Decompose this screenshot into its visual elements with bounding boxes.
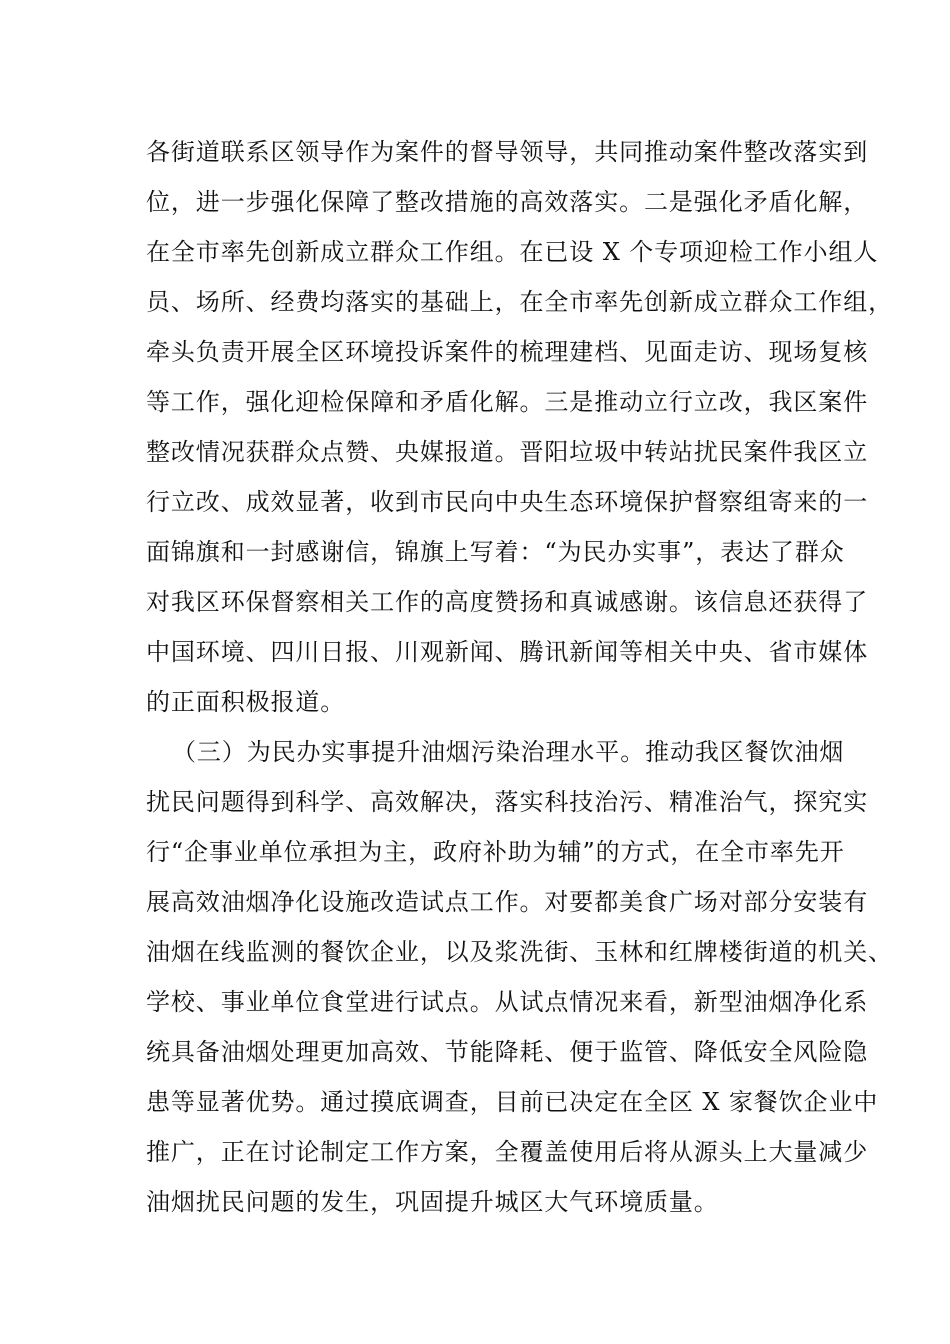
text-line: 展高效油烟净化设施改造试点工作。对要都美食广场对部分安装有 bbox=[146, 888, 869, 916]
text-line: 各街道联系区领导作为案件的督导领导，共同推动案件整改落实到 bbox=[146, 138, 869, 166]
text-line: 扰民问题得到科学、高效解决，落实科技治污、精准治气，探究实 bbox=[146, 788, 869, 816]
text-line: 油烟在线监测的餐饮企业，以及浆洗街、玉林和红牌楼街道的机关、 bbox=[146, 938, 893, 966]
text-line: 油烟扰民问题的发生，巩固提升城区大气环境质量。 bbox=[146, 1188, 719, 1216]
text-line: 学校、事业单位食堂进行试点。从试点情况来看，新型油烟净化系 bbox=[146, 988, 869, 1016]
text-line: 行“企事业单位承担为主，政府补助为辅”的方式，在全市率先开 bbox=[146, 838, 845, 866]
text-line: 患等显著优势。通过摸底调查，目前已决定在全区 X 家餐饮企业中 bbox=[146, 1088, 879, 1116]
text-line: 推广，正在讨论制定工作方案，全覆盖使用后将从源头上大量减少 bbox=[146, 1138, 869, 1166]
section-heading-line: （三）为民办实事提升油烟污染治理水平。推动我区餐饮油烟 bbox=[172, 738, 845, 766]
text-line: 的正面积极报道。 bbox=[146, 688, 346, 716]
text-line: 在全市率先创新成立群众工作组。在已设 X 个专项迎检工作小组人 bbox=[146, 238, 879, 266]
text-line: 对我区环保督察相关工作的高度赞扬和真诚感谢。该信息还获得了 bbox=[146, 588, 869, 616]
text-line: 中国环境、四川日报、川观新闻、腾讯新闻等相关中央、省市媒体 bbox=[146, 638, 869, 666]
text-line: 牵头负责开展全区环境投诉案件的梳理建档、见面走访、现场复核 bbox=[146, 338, 869, 366]
text-line: 员、场所、经费均落实的基础上，在全市率先创新成立群众工作组， bbox=[146, 288, 893, 316]
text-line: 面锦旗和一封感谢信，锦旗上写着：“为民办实事”，表达了群众 bbox=[146, 538, 845, 566]
text-line: 整改情况获群众点赞、央媒报道。晋阳垃圾中转站扰民案件我区立 bbox=[146, 438, 869, 466]
text-line: 等工作，强化迎检保障和矛盾化解。三是推动立行立改，我区案件 bbox=[146, 388, 869, 416]
text-line: 统具备油烟处理更加高效、节能降耗、便于监管、降低安全风险隐 bbox=[146, 1038, 869, 1066]
text-line: 行立改、成效显著，收到市民向中央生态环境保护督察组寄来的一 bbox=[146, 488, 869, 516]
text-line: 位，进一步强化保障了整改措施的高效落实。二是强化矛盾化解， bbox=[146, 188, 869, 216]
